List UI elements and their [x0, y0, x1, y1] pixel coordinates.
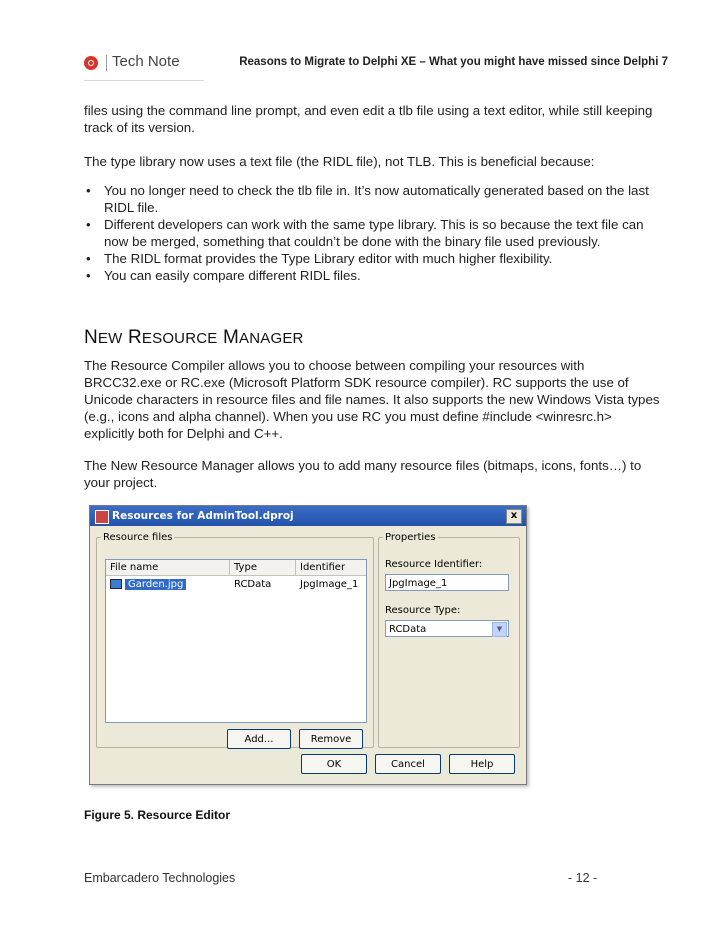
remove-button[interactable]: Remove: [299, 729, 363, 749]
identifier-label: Resource Identifier:: [385, 559, 483, 570]
file-name: Garden.jpg: [125, 579, 186, 590]
page-header: [84, 52, 668, 78]
figure-caption: Figure 5. Resource Editor: [84, 808, 231, 822]
app-icon: [95, 510, 109, 524]
properties-group: [378, 532, 520, 748]
list-header: [106, 560, 366, 576]
list-item: • You no longer need to check the tlb file in. It’s now automatically generated based on the last RIDL file.: [84, 182, 664, 216]
resource-files-group: [96, 532, 374, 748]
footer-company: Embarcadero Technologies: [84, 871, 236, 885]
column-identifier[interactable]: Identifier: [300, 562, 346, 573]
list-item: • Different developers can work with the same type library. This is so because the text file can now be merged, something that couldn’t be done with the binary file used previously.: [84, 216, 664, 250]
type-select-value: RCData: [389, 624, 427, 635]
help-button[interactable]: Help: [449, 754, 515, 774]
chevron-down-icon[interactable]: ▼: [492, 622, 507, 637]
column-type[interactable]: Type: [230, 560, 296, 575]
table-row[interactable]: [106, 577, 366, 592]
section-paragraph-2: The New Resource Manager allows you to add many resource files (bitmaps, icons, fonts…) to your project.: [84, 458, 642, 490]
brand-label: Tech Note: [112, 53, 180, 70]
identifier-input[interactable]: JpgImage_1: [385, 574, 509, 591]
identifier-cell: JpgImage_1: [300, 579, 359, 590]
embarcadero-logo-icon: [84, 56, 98, 70]
type-cell: RCData: [234, 579, 272, 590]
benefits-list: [84, 182, 664, 284]
type-select[interactable]: [385, 620, 509, 637]
type-label: Resource Type:: [385, 605, 461, 616]
image-file-icon: [110, 579, 122, 589]
resource-editor-screenshot: [89, 505, 527, 785]
column-file-name[interactable]: File name: [106, 560, 230, 575]
ok-button[interactable]: OK: [301, 754, 367, 774]
header-rule: [84, 80, 204, 81]
dialog-title: Resources for AdminTool.dproj: [112, 510, 294, 522]
section-paragraph-1: The Resource Compiler allows you to choose between compiling your resources with BRCC32.exe or RC.exe (Microsoft Platform SDK resource compiler). RC supports the use of Unicode characters in resource files and file names. It also supports the new Windows Vista types (e.g., icons and alpha channel). When you use RC you must define #include <winresrc.h> explicitly both for Delphi and C++.: [84, 358, 660, 441]
list-item: • The RIDL format provides the Type Library editor with much higher flexibility.: [84, 250, 664, 267]
resource-list[interactable]: [105, 559, 367, 723]
logo-divider: [106, 55, 107, 71]
section-heading: NEW RESOURCE MANAGER: [84, 327, 304, 348]
ridl-sentence: The type library now uses a text file (the RIDL file), not TLB. This is beneficial because:: [84, 154, 595, 169]
add-button[interactable]: Add...: [227, 729, 291, 749]
intro-continuation: files using the command line prompt, and even edit a tlb file using a text editor, while still keeping track of its version.: [84, 103, 653, 135]
footer-page-number: - 12 -: [568, 871, 598, 885]
close-button[interactable]: x: [506, 509, 522, 524]
properties-legend: Properties: [385, 532, 436, 543]
header-title: Reasons to Migrate to Delphi XE – What you might have missed since Delphi 7: [239, 56, 668, 68]
cancel-button[interactable]: Cancel: [375, 754, 441, 774]
list-item: • You can easily compare different RIDL files.: [84, 267, 664, 284]
resource-files-legend: Resource files: [103, 532, 173, 543]
file-cell: [106, 577, 186, 592]
dialog-titlebar: [90, 506, 526, 526]
